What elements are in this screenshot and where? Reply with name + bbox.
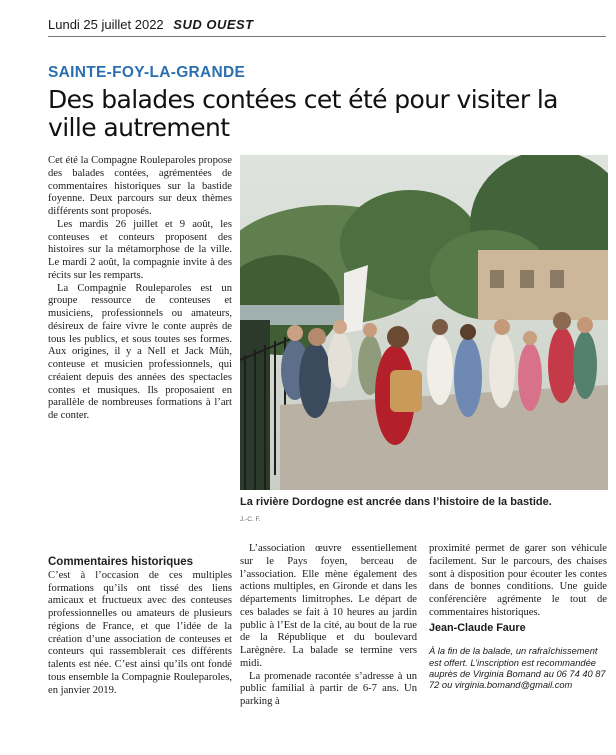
info-note: À la fin de la balade, un rafraîchissement est offert. L’inscription est recommandée auprès de Virginia Bomand au 06 74 40 87 72 ou virginia.bomand@gmail.com bbox=[429, 646, 606, 691]
column-1 bbox=[48, 155, 232, 423]
column-2 bbox=[240, 543, 417, 709]
article-author: Jean-Claude Faure bbox=[429, 621, 526, 634]
header-rule bbox=[48, 36, 606, 37]
issue-date: Lundi 25 juillet 2022 bbox=[48, 17, 164, 32]
column-3 bbox=[429, 543, 607, 691]
column-3-paragraph: proximité permet de garer son véhicule facilement. Sur le parcours, des chaises sont à disposition pour écouter les contes dans de bonnes conditions. Une guide conférencière agrémente le tout de commentaires historiques. bbox=[429, 543, 607, 618]
intro-paragraph-3: La Compagnie Rouleparoles est un groupe ressource de conteuses et musiciens, professionnels ou amateurs, désireux de faire vivre le conte auprès de tous les publics, et sous toutes ses formes. Aux origines, il y a Nell et Jack Müh, conteuse et musicien professionnels, qui créaient depuis des années des spectacles contes et musiques. Ils proposaient en parallèle de nombreuses formations à l’art de conter. bbox=[48, 282, 232, 421]
intro-paragraph-1: Cet été la Compagne Rouleparoles propose des balades contées, agrémentées de commentaires historiques sur la bastide foyenne. Deux parcours sur deux thèmes différents sont proposés. bbox=[48, 155, 232, 217]
intro-paragraph-2: Les mardis 26 juillet et 9 août, les conteuses et conteurs proposent des histoires sur la métamorphose de la ville. Le mardi 2 août, la compagnie invite à des récits sur les remparts. bbox=[48, 218, 232, 281]
section-subheading: Commentaires historiques bbox=[48, 556, 194, 568]
article-headline: Des balades contées cet été pour visiter la ville autrement bbox=[48, 85, 558, 142]
page-header bbox=[48, 17, 254, 32]
photo-credit: J.-C. F. bbox=[240, 516, 261, 523]
article-kicker: SAINTE-FOY-LA-GRANDE bbox=[48, 64, 246, 81]
article-photo bbox=[240, 155, 608, 490]
photo-illustration bbox=[240, 155, 608, 490]
column-2-paragraph-1: L’association œuvre essentiellement sur le Pays foyen, berceau de l’association. Elle mène également des actions multiples, en Gironde et dans les départements limitrophes. Le départ de ces balades se fait à 10 heures au jardin public à l’Est de la cité, au bout de la rue de la République et du boulevard Larègnère. La balade se termine vers midi. bbox=[240, 543, 417, 669]
publication-name: SUD OUEST bbox=[173, 17, 254, 32]
column-2-paragraph-2: La promenade racontée s’adresse à un public familial à partir de 6-7 ans. Un parking à bbox=[240, 670, 417, 707]
photo-caption: La rivière Dordogne est ancrée dans l’histoire de la bastide. bbox=[240, 496, 552, 508]
section-paragraph: C’est à l’occasion de ces multiples formations qu’ils ont tissé des liens amicaux et fructueux avec des conteuses professionnelles ou amateurs de plusieurs régions de France, et que l’idée de la création d’une association de conteuses et conteurs qui rassemblerait ces différents talents est née. C’est ainsi qu’ils ont fondé tous ensemble la Compagnie Rouleparoles, en janvier 2019. bbox=[48, 569, 232, 696]
column-1-section bbox=[48, 556, 232, 697]
